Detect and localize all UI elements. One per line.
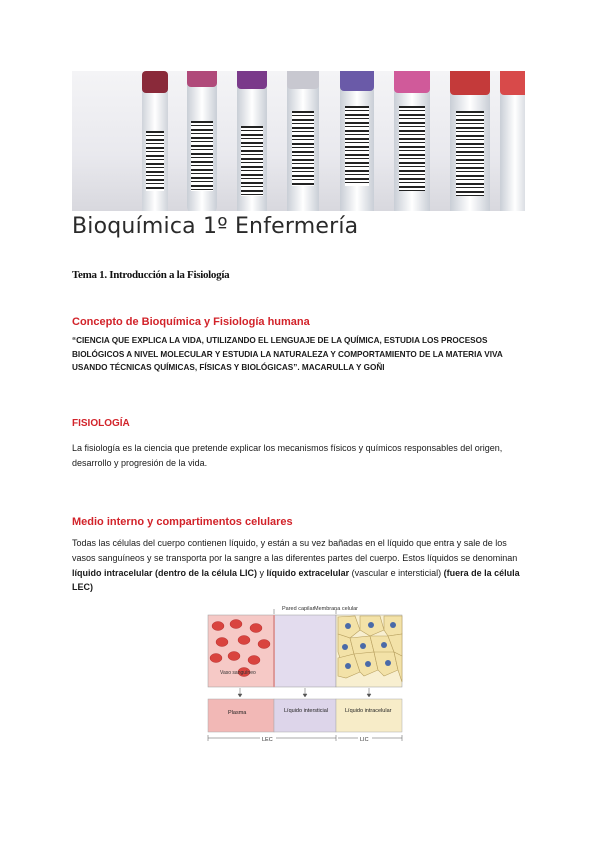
bold-lec-note: (fuera de la célula LEC) <box>72 567 520 593</box>
bold-lec-term: líquido extracelular <box>266 567 350 578</box>
label-lic: LIC <box>360 737 369 743</box>
label-pared-capilar: Pared capilar <box>282 606 315 612</box>
box-label-intracelular: Líquido intracelular <box>345 708 392 714</box>
definition-quote: “CIENCIA QUE EXPLICA LA VIDA, UTILIZANDO EL LENGUAJE DE LA QUÍMICA, ESTUDIA LOS PROCESOS BIOLÓGICOS A NIVEL MOLECULAR Y ESTUDIA LA NATURALEZA Y COMPORTAMIENTO DE LA MATERIA VIVA USANDO TÉCNICAS QUÍMICAS, FÍSICAS Y BIOLÓGICAS”. MACARULLA Y GOÑI <box>72 336 503 372</box>
label-lec: LEC <box>262 737 273 743</box>
intersticial-box <box>274 699 336 732</box>
document-title: Bioquímica 1º Enfermería <box>72 214 359 239</box>
label-membrana-celular: Membrana celular <box>314 606 359 612</box>
bold-lic-term: líquido intracelular (dentro de la célula LIC) <box>72 567 258 578</box>
section-heading-medio-interno: Medio interno y compartimentos celulares <box>72 516 293 528</box>
medio-interno-paragraph <box>72 536 527 595</box>
interstitial-panel <box>274 615 336 687</box>
topic-heading: Tema 1. Introducción a la Fisiología <box>72 269 230 281</box>
intracelular-box <box>336 699 402 732</box>
section-heading-concepto: Concepto de Bioquímica y Fisiología humana <box>72 316 310 328</box>
section-heading-fisiologia: FISIOLOGÍA <box>72 418 130 429</box>
paragraph-text: Todas las células del cuerpo contienen líquido, y están a su vez bañadas en el líquido que entra y sale de los vasos sanguíneos y se transporta por la sangre a las diferentes partes del cuerpo. Estos líquidos se denominan <box>72 538 518 563</box>
label-vaso-sanguineo: Vaso sanguíneo <box>220 670 256 676</box>
box-label-intersticial: Líquido intersticial <box>284 708 329 714</box>
paragraph-text: (vascular e intersticial) <box>349 567 444 578</box>
paragraph-text: y <box>257 567 267 578</box>
fluid-compartments-diagram <box>200 604 410 746</box>
header-photo-test-tubes <box>72 71 525 211</box>
fisiologia-paragraph: La fisiología es la ciencia que pretende explicar los mecanismos físicos y químicos responsables del origen, desarrollo y progresión de la vida. <box>72 443 503 468</box>
box-label-plasma: Plasma <box>228 710 247 716</box>
